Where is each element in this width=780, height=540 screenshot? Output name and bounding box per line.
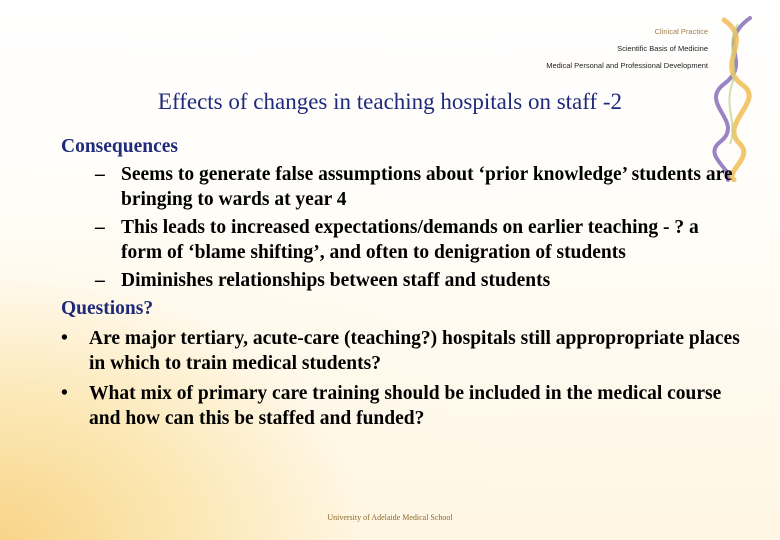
consequence-item	[61, 268, 741, 294]
consequences-heading: Consequences	[61, 136, 179, 157]
dash-bullet: –	[95, 216, 105, 238]
footer-school-name: University of Adelaide Medical School	[327, 513, 453, 522]
dash-bullet: –	[95, 269, 105, 291]
dot-bullet: •	[61, 382, 68, 404]
question-text: Are major tertiary, acute-care (teaching?) hospitals still appropropriate places in which to train medical students?	[89, 327, 740, 374]
slide-title: Effects of changes in teaching hospitals on staff -2	[157, 89, 623, 114]
dot-bullet: •	[61, 327, 68, 349]
header-line-professional-development: Medical Personal and Professional Development	[546, 61, 708, 70]
questions-heading: Questions?	[61, 298, 154, 319]
consequence-item	[61, 215, 741, 266]
question-item	[61, 326, 741, 377]
consequence-text: Seems to generate false assumptions about ‘prior knowledge’ students are bringing to wards at year 4	[121, 163, 733, 210]
question-item	[61, 381, 741, 432]
consequence-text: This leads to increased expectations/demands on earlier teaching - ? a form of ‘blame shifting’, and often to denigration of students	[121, 216, 699, 263]
dash-bullet: –	[95, 163, 105, 185]
slide-body	[61, 134, 741, 432]
consequence-item	[61, 162, 741, 213]
header-line-clinical-practice: Clinical Practice	[654, 27, 708, 36]
question-text: What mix of primary care training should be included in the medical course and how can this be staffed and funded?	[89, 382, 722, 429]
header-line-scientific-basis: Scientific Basis of Medicine	[617, 44, 708, 53]
consequence-text: Diminishes relationships between staff and students	[121, 269, 551, 291]
